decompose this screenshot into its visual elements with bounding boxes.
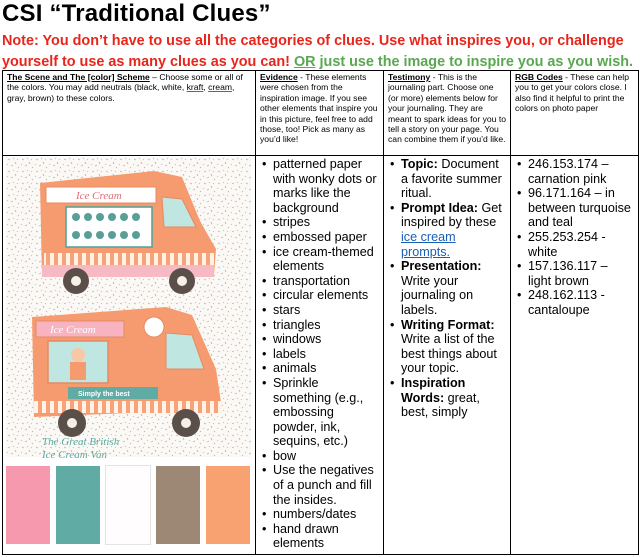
evidence-item: • labels [273, 347, 379, 362]
evidence-item: • embossed paper [273, 230, 379, 245]
header-row [3, 71, 639, 156]
evidence-item: • triangles [273, 318, 379, 333]
evidence-item: • windows [273, 332, 379, 347]
testimony-inspiration [401, 376, 506, 420]
testimony-prompt [401, 201, 506, 259]
writing-text: Write a list of the best things about your topic. [401, 332, 497, 376]
clues-table [2, 70, 639, 555]
evidence-item: • animals [273, 361, 379, 376]
testimony-topic [401, 157, 506, 201]
evidence-item: • patterned paper with wonky dots or marks like the background [273, 157, 379, 215]
evidence-item: • stars [273, 303, 379, 318]
scene-desc-c: , gray, brown) to these colors. [7, 82, 235, 103]
evidence-item: • circular elements [273, 288, 379, 303]
rgb-desc: - These can help you to get your colors close. I also find it helpful to print the colors on photo paper [515, 72, 629, 114]
rgb-code: • 255.253.254 - white [528, 230, 634, 259]
rgb-list [515, 157, 634, 318]
presentation-text: Write your journaling on labels. [401, 273, 474, 317]
prompt-label: Prompt Idea: [401, 200, 478, 215]
testimony-list [388, 157, 506, 420]
evidence-item: • Use the negatives of a punch and fill the insides. [273, 463, 379, 507]
evidence-item: • numbers/dates [273, 507, 379, 522]
image-caption-line1: The Great British [42, 436, 120, 448]
testimony-writing [401, 318, 506, 376]
evidence-item: • hand drawn elements [273, 522, 379, 551]
testimony-presentation [401, 259, 506, 317]
evidence-desc: - These elements were chosen from the inspiration image. If you see other elements that inspire you in this picture, feel free to add those, too! Pick as many as you’d like! [260, 72, 378, 145]
topic-label: Topic: [401, 157, 438, 171]
van-slogan: Simply the best [78, 391, 130, 398]
scene-desc-a: – Choose some or all of the colors. You may add neutrals (black, white, [7, 72, 243, 93]
evidence-title: Evidence [260, 72, 298, 82]
rgb-header [511, 71, 639, 156]
van-sign-bottom: Ice Cream [50, 324, 96, 336]
scene-cell [3, 156, 256, 555]
testimony-title: Testimony [388, 72, 431, 82]
ice-cream-prompts-link[interactable]: ice cream prompts. [401, 229, 456, 259]
rgb-title: RGB Codes [515, 72, 563, 82]
rgb-code: • 96.171.164 – in between turquoise and teal [528, 186, 634, 230]
content-row [3, 156, 639, 555]
rgb-code: • 246.153.174 – carnation pink [528, 157, 634, 186]
inspiration-text: great, best, simply [401, 390, 480, 420]
inspiration-label: Inspiration Words: [401, 375, 466, 405]
evidence-item: • Sprinkle something (e.g., embossing powder, ink, sequins, etc.) [273, 376, 379, 449]
swatch-white [106, 466, 150, 544]
evidence-item: • transportation [273, 274, 379, 289]
presentation-label: Presentation: [401, 259, 482, 274]
instruction-note [2, 31, 638, 73]
note-alt-text: just use the image to inspire you as you wish. [319, 54, 633, 70]
writing-label: Writing Format: [401, 317, 495, 332]
swatch-teal [56, 466, 100, 544]
note-text: Note: You don’t have to use all the categories of clues. Use what inspires you, or challenge yourself to use as many clues as you can! [2, 33, 624, 70]
note-or: OR [293, 54, 316, 70]
topic-text: Document a favorite summer ritual. [401, 157, 502, 201]
scene-title: The Scene and The [color] Scheme [7, 72, 150, 82]
inspiration-image [6, 157, 251, 549]
scene-header [3, 71, 256, 156]
evidence-item: • bow [273, 449, 379, 464]
prompt-text: Get inspired by these [401, 200, 502, 230]
testimony-desc: - This is the journaling part. Choose one (or more) elements below for your journaling. They are meant to spark ideas for you to tell a story on your page. You can combine them if you’d like. [388, 72, 506, 145]
scene-desc-kraft: kraft [186, 82, 204, 93]
testimony-header [384, 71, 511, 156]
van-sign-top: Ice Cream [76, 190, 122, 202]
evidence-cell [256, 156, 384, 555]
image-caption-line2: Ice Cream Van [42, 449, 107, 461]
evidence-item: • ice cream-themed elements [273, 245, 379, 274]
scene-desc-cream: cream [208, 82, 233, 93]
evidence-item: • stripes [273, 215, 379, 230]
page-title: CSI “Traditional Clues” [2, 0, 271, 27]
testimony-cell [384, 156, 511, 555]
swatch-cantaloupe [206, 466, 250, 544]
rgb-code: • 157.136.117 – light brown [528, 259, 634, 288]
evidence-list [260, 157, 379, 551]
rgb-cell [511, 156, 639, 555]
scene-desc-b: , [203, 82, 209, 93]
rgb-code: • 248.162.113 - cantaloupe [528, 288, 634, 317]
swatch-light-brown [156, 466, 200, 544]
evidence-header [256, 71, 384, 156]
swatch-carnation-pink [6, 466, 50, 544]
